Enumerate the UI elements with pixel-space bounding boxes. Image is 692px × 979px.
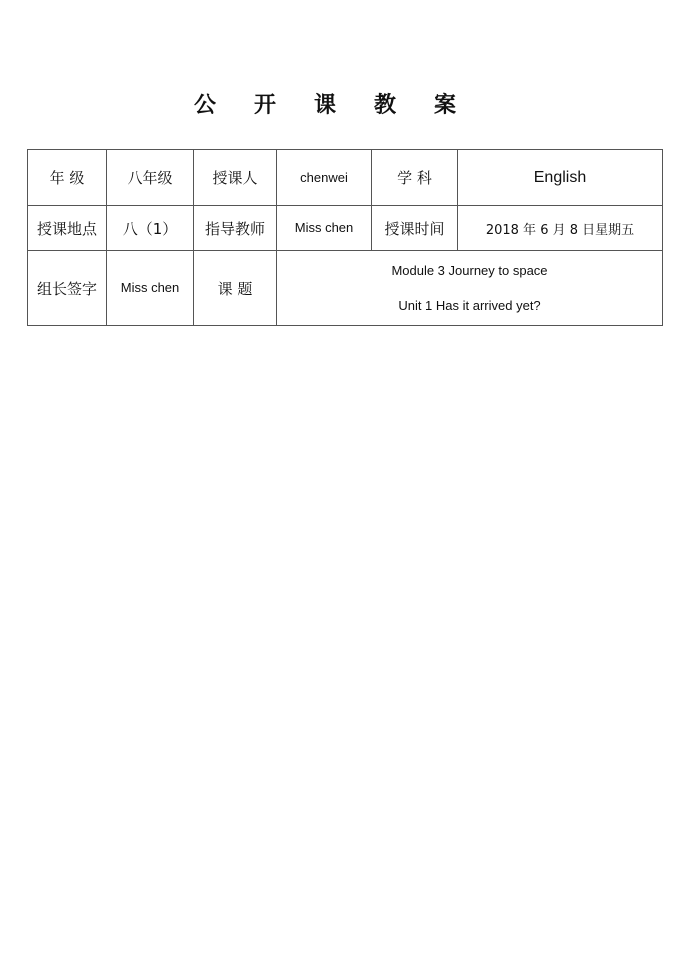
topic-line-2: Unit 1 Has it arrived yet? bbox=[398, 298, 541, 313]
mentor-label: 指导教师 bbox=[204, 219, 265, 238]
leader-label-cell bbox=[28, 251, 107, 326]
teacher-label-cell bbox=[194, 150, 277, 206]
topic-value-cell bbox=[277, 251, 663, 326]
grade-value-cell bbox=[107, 150, 194, 206]
topic-label: 课 题 bbox=[217, 279, 253, 298]
table-row bbox=[28, 206, 663, 251]
teacher-value: chenwei bbox=[300, 169, 348, 185]
teacher-value-cell bbox=[277, 150, 372, 206]
time-value: 2018 年 6 月 8 日星期五 bbox=[485, 222, 635, 238]
location-value: 八（1） bbox=[122, 219, 178, 238]
time-value-cell bbox=[458, 206, 663, 251]
topic-line-1: Module 3 Journey to space bbox=[391, 263, 548, 278]
grade-value: 八年级 bbox=[127, 169, 173, 187]
table-row bbox=[28, 251, 663, 326]
title-char-1: 公 bbox=[193, 92, 216, 118]
title-char-4: 教 bbox=[374, 92, 397, 118]
location-value-cell bbox=[107, 206, 194, 251]
mentor-value-cell bbox=[277, 206, 372, 251]
title-char-5: 案 bbox=[434, 92, 457, 118]
title-char-2: 开 bbox=[253, 92, 276, 118]
teacher-label: 授课人 bbox=[212, 169, 258, 187]
leader-value-cell bbox=[107, 251, 194, 326]
title-char-3: 课 bbox=[313, 92, 336, 118]
subject-label: 学 科 bbox=[397, 169, 432, 187]
grade-label-cell bbox=[28, 150, 107, 206]
location-label-cell bbox=[28, 206, 107, 251]
subject-value: English bbox=[533, 168, 587, 186]
time-label-cell bbox=[372, 206, 458, 251]
subject-label-cell bbox=[372, 150, 458, 206]
table-row bbox=[28, 150, 663, 206]
mentor-value: Miss chen bbox=[294, 220, 354, 235]
time-label: 授课时间 bbox=[384, 219, 445, 238]
subject-value-cell bbox=[458, 150, 663, 206]
mentor-label-cell bbox=[194, 206, 277, 251]
leader-label: 组长签字 bbox=[36, 279, 97, 298]
leader-value: Miss chen bbox=[120, 280, 180, 295]
grade-label: 年 级 bbox=[49, 169, 85, 187]
topic-label-cell bbox=[194, 251, 277, 326]
location-label: 授课地点 bbox=[36, 219, 97, 238]
lesson-plan-table bbox=[27, 149, 663, 326]
page-title bbox=[0, 88, 650, 119]
